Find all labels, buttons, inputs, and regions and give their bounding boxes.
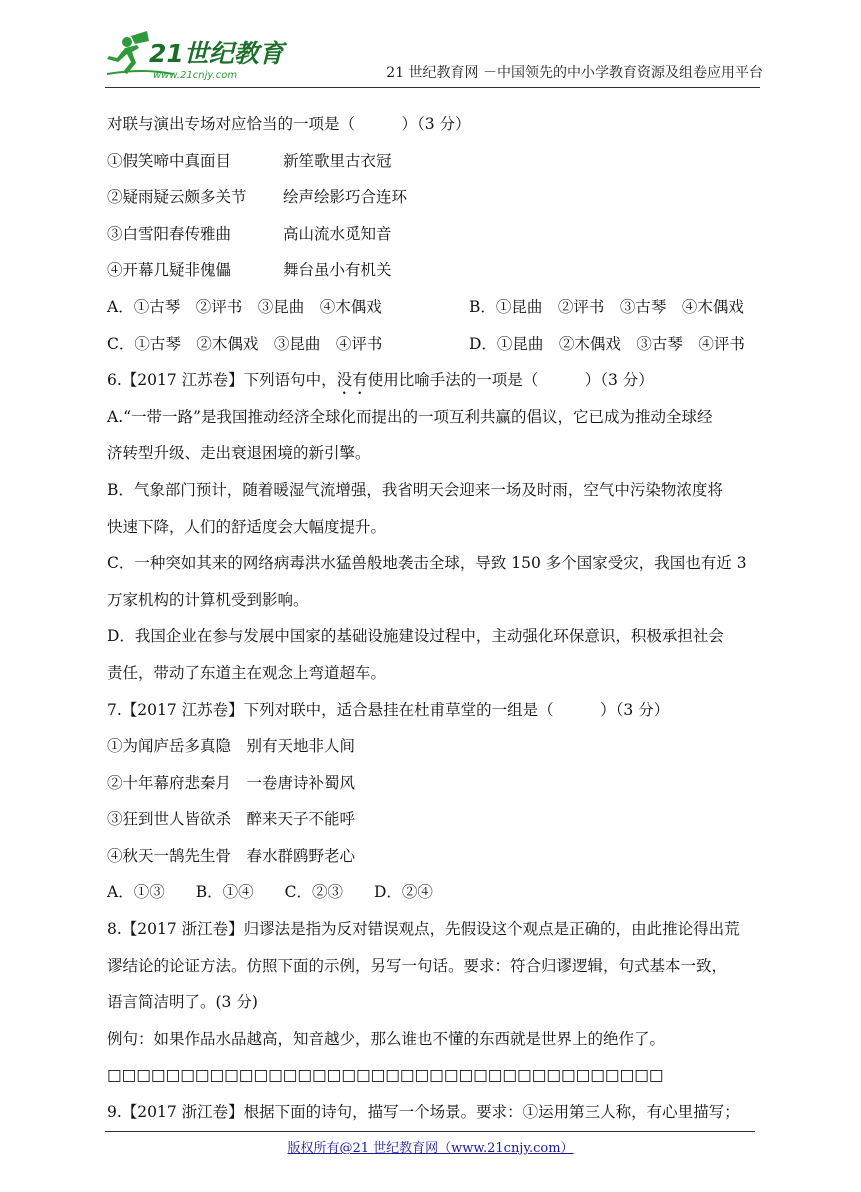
site-title: 21 世纪教育网 －中国领先的中小学教育资源及组卷应用平台	[386, 65, 763, 81]
logo-url: www.21cnjy.com	[153, 70, 238, 81]
site-logo[interactable]	[103, 28, 293, 86]
q6-option-line: A.“一带一路”是我国推动经济全球化而提出的一项互利共赢的倡议，它已成为推动全球经	[107, 407, 713, 426]
option-c[interactable]: C．①古琴 ②木偶戏 ③昆曲 ④评书	[107, 334, 383, 353]
q7-couplet: ④秋天一鹄先生骨 春水群鸥野老心	[107, 846, 356, 865]
q8-example: 例句：如果作品水品越高，知音越少，那么谁也不懂的东西就是世界上的绝作了。	[107, 1029, 666, 1048]
pair-lower: 高山流水觅知音	[283, 224, 392, 243]
copyright-link[interactable]: 版权所有@21 世纪教育网（www.21cnjy.com）	[287, 1141, 574, 1156]
page-header	[0, 0, 861, 100]
option-b[interactable]: B．①昆曲 ②评书 ③古琴 ④木偶戏	[469, 297, 744, 316]
q6-option-line: 万家机构的计算机受到影响。	[107, 590, 309, 609]
pair-upper: ①假笑啼中真面目	[107, 151, 232, 170]
q7-couplet: ③狂到世人皆欲杀 醉来天子不能呼	[107, 810, 356, 829]
pair-lower: 舞台虽小有机关	[283, 261, 392, 280]
q6-option-line: 济转型升级、走出衰退困境的新引擎。	[107, 444, 371, 463]
q6-option-line: B．气象部门预计，随着暖湿气流增强，我省明天会迎来一场及时雨，空气中污染物浓度将	[107, 480, 723, 499]
pair-lower: 新笙歌里古衣冠	[283, 151, 392, 170]
q5-pair	[107, 143, 759, 180]
q6-stem-emphasis: 没有	[336, 371, 368, 390]
pair-upper: ②疑雨疑云颇多关节	[107, 188, 247, 207]
q8-text: 8.【2017 浙江卷】归谬法是指为反对错误观点，先假设这个观点是正确的，由此推论得出荒	[107, 920, 740, 939]
q6-option-line: 快速下降，人们的舒适度会大幅度提升。	[107, 517, 387, 536]
footer-divider	[105, 1131, 755, 1132]
q6-option-line: C．一种突如其来的网络病毒洪水猛兽般地袭击全球，导致 150 多个国家受灾，我国也有近 3	[107, 554, 747, 573]
q5-stem: 对联与演出专场对应恰当的一项是（ ）（3 分）	[107, 115, 471, 133]
q6-stem-pre: 6.【2017 江苏卷】下列语句中，	[107, 371, 337, 390]
document-body	[107, 106, 759, 1131]
q8-text: 语言简洁明了。(3 分)	[107, 993, 258, 1012]
q7-stem: 7.【2017 江苏卷】下列对联中，适合悬挂在杜甫草堂的一组是（ ）（3 分）	[107, 700, 670, 719]
q9-stem: 9.【2017 浙江卷】根据下面的诗句，描写一个场景。要求：①运用第三人称，有心里描写；	[107, 1103, 740, 1122]
q6-option-line: D．我国企业在参与发展中国家的基础设施建设过程中，主动强化环保意识，积极承担社会	[107, 627, 724, 646]
q7-couplet: ①为闻庐岳多真隐 别有天地非人间	[107, 737, 356, 756]
pair-lower: 绘声绘影巧合连环	[283, 188, 408, 207]
q5-pair	[107, 216, 759, 253]
q5-pair	[107, 179, 759, 216]
pair-upper: ③白雪阳春传雅曲	[107, 224, 232, 243]
q6-stem	[107, 362, 759, 399]
q8-text: 谬结论的论证方法。仿照下面的示例，另写一句话。要求：符合归谬逻辑，句式基本一致，	[107, 956, 728, 975]
q6-option-line: 责任，带动了东道主在观念上弯道超车。	[107, 663, 387, 682]
q6-stem-post: 使用比喻手法的一项是（ ）（3 分）	[367, 371, 654, 390]
q5-options	[107, 326, 759, 363]
option-a[interactable]: A．①古琴 ②评书 ③昆曲 ④木偶戏	[107, 297, 382, 316]
q7-options[interactable]: A．①③ B．①④ C．②③ D．②④	[107, 883, 433, 902]
logo-text: 21世纪教育	[149, 39, 284, 68]
q7-couplet: ②十年幕府悲秦月 一卷唐诗补蜀风	[107, 773, 356, 792]
runner-logo-icon	[103, 28, 293, 86]
q5-options	[107, 289, 759, 326]
q5-pair	[107, 252, 759, 289]
pair-upper: ④开幕几疑非傀儡	[107, 261, 232, 280]
q8-answer-blank[interactable]: □□□□□□□□□□□□□□□□□□□□□□□□□□□□□□□□□□□□□□	[107, 1066, 664, 1085]
header-divider	[105, 87, 760, 88]
option-d[interactable]: D．①昆曲 ②木偶戏 ③古琴 ④评书	[469, 334, 745, 353]
